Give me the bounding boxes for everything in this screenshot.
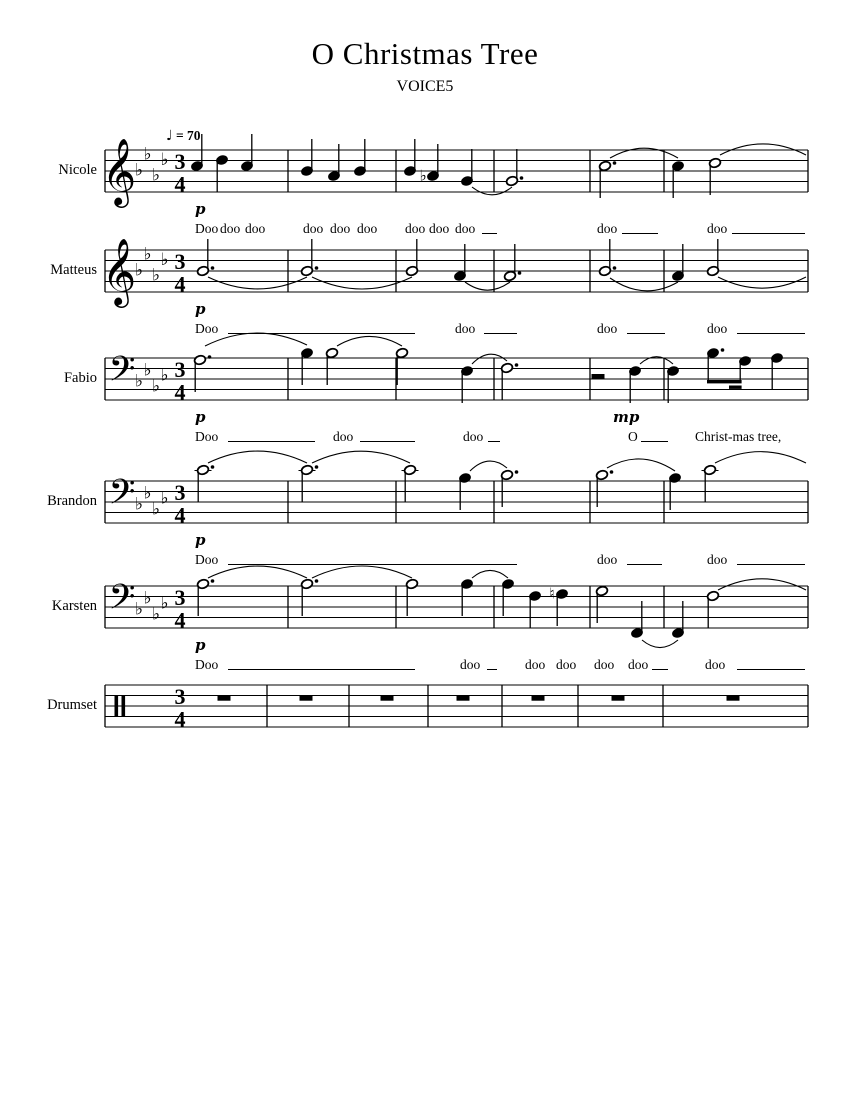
lyric-syllable: doo xyxy=(333,429,354,444)
svg-text:♭: ♭ xyxy=(160,365,169,386)
svg-text:4: 4 xyxy=(174,706,186,732)
lyric-syllable: doo xyxy=(429,221,450,236)
dynamic-marking: p xyxy=(195,531,206,549)
staff-notation-drumset xyxy=(0,650,850,755)
svg-text:♭: ♭ xyxy=(134,160,144,181)
lyric-extension-line xyxy=(488,441,500,442)
part-label-matteus: Matteus xyxy=(50,262,97,278)
svg-text:3: 3 xyxy=(174,249,186,274)
svg-text:𝄢: 𝄢 xyxy=(108,576,136,626)
score-subtitle: VOICE5 xyxy=(396,78,454,95)
tempo-quarter-note-icon: ♩ xyxy=(166,128,173,144)
staff-notation-matteus xyxy=(0,215,850,320)
lyric-syllable: Doo xyxy=(195,429,219,444)
lyric-syllable: doo xyxy=(245,221,266,236)
lyric-syllable: doo xyxy=(330,221,351,236)
lyric-syllable: Doo xyxy=(195,552,219,567)
lyric-syllable: Doo xyxy=(195,321,219,336)
lyric-syllable: doo xyxy=(597,552,618,567)
svg-text:𝄢: 𝄢 xyxy=(108,348,136,398)
lyric-syllable: Doo xyxy=(195,657,219,672)
svg-text:4: 4 xyxy=(174,379,186,405)
svg-text:♭: ♭ xyxy=(160,488,169,509)
svg-text:♭: ♭ xyxy=(151,376,161,397)
lyric-syllable: doo xyxy=(303,221,324,236)
staff-notation-fabio xyxy=(0,323,850,428)
dynamic-marking: p xyxy=(195,408,206,426)
svg-text:♭: ♭ xyxy=(143,588,152,609)
part-label-karsten: Karsten xyxy=(51,598,97,614)
svg-text:𝄞: 𝄞 xyxy=(101,237,137,305)
svg-text:𝄞: 𝄞 xyxy=(101,137,137,205)
svg-text:3: 3 xyxy=(174,585,186,610)
lyric-syllable: doo xyxy=(705,657,726,672)
svg-text:4: 4 xyxy=(174,607,186,633)
svg-text:♭: ♭ xyxy=(143,360,152,381)
svg-text:♭: ♭ xyxy=(134,494,144,515)
tempo-text: = 70 xyxy=(175,128,201,143)
staff-notation-brandon xyxy=(0,446,850,551)
lyric-syllable: Christ-mas tree, xyxy=(695,429,782,444)
part-label-drumset: Drumset xyxy=(47,697,97,713)
lyric-syllable: O xyxy=(628,429,638,444)
svg-text:𝄢: 𝄢 xyxy=(108,471,136,521)
svg-text:♭: ♭ xyxy=(143,144,152,165)
lyric-syllable: doo xyxy=(357,221,378,236)
svg-text:♭: ♭ xyxy=(151,265,161,286)
svg-text:3: 3 xyxy=(174,149,186,174)
lyric-syllable: doo xyxy=(707,552,728,567)
svg-text:♭: ♭ xyxy=(160,593,169,614)
lyric-syllable: doo xyxy=(455,221,476,236)
staff-notation-karsten xyxy=(0,551,850,656)
dynamic-marking: p xyxy=(195,636,206,654)
score-title: O Christmas Tree xyxy=(311,36,539,71)
svg-text:♭: ♭ xyxy=(160,250,169,270)
svg-text:♭: ♭ xyxy=(419,166,427,185)
svg-text:♭: ♭ xyxy=(151,604,161,625)
part-label-fabio: Fabio xyxy=(63,370,97,386)
svg-text:♭: ♭ xyxy=(143,483,152,504)
staff-notation-nicole xyxy=(0,115,850,220)
svg-text:♭: ♭ xyxy=(143,244,152,265)
svg-text:♭: ♭ xyxy=(151,165,161,186)
lyric-syllable: doo xyxy=(556,657,577,672)
svg-text:♭: ♭ xyxy=(134,599,144,620)
svg-text:♭: ♭ xyxy=(160,150,169,170)
dynamic-marking: mp xyxy=(613,408,640,426)
svg-text:4: 4 xyxy=(174,502,186,528)
dynamic-marking: p xyxy=(195,300,206,318)
lyric-syllable: doo xyxy=(405,221,426,236)
part-label-brandon: Brandon xyxy=(47,493,97,509)
svg-text:♭: ♭ xyxy=(134,260,144,281)
lyric-syllable: doo xyxy=(594,657,615,672)
lyric-extension-line xyxy=(641,441,668,442)
part-label-nicole: Nicole xyxy=(58,162,97,178)
lyric-syllable: doo xyxy=(597,321,618,336)
lyric-extension-line xyxy=(360,441,415,442)
svg-text:♭: ♭ xyxy=(151,499,161,520)
lyric-syllable: doo xyxy=(525,657,546,672)
lyric-syllable: Doo xyxy=(195,221,219,236)
lyric-syllable: doo xyxy=(628,657,649,672)
dynamic-marking: p xyxy=(195,200,206,218)
lyric-syllable: doo xyxy=(597,221,618,236)
svg-text:4: 4 xyxy=(174,171,186,197)
svg-text:3: 3 xyxy=(174,684,186,709)
lyric-syllable: doo xyxy=(707,321,728,336)
lyric-syllable: doo xyxy=(463,429,484,444)
lyric-syllable: doo xyxy=(220,221,241,236)
lyric-syllable: doo xyxy=(707,221,728,236)
svg-text:3: 3 xyxy=(174,357,186,382)
lyric-syllable: doo xyxy=(455,321,476,336)
lyric-syllable: doo xyxy=(460,657,481,672)
svg-text:♭: ♭ xyxy=(134,371,144,392)
svg-text:4: 4 xyxy=(174,271,186,297)
svg-text:♮: ♮ xyxy=(549,584,555,603)
lyric-extension-line xyxy=(228,441,315,442)
svg-text:3: 3 xyxy=(174,480,186,505)
